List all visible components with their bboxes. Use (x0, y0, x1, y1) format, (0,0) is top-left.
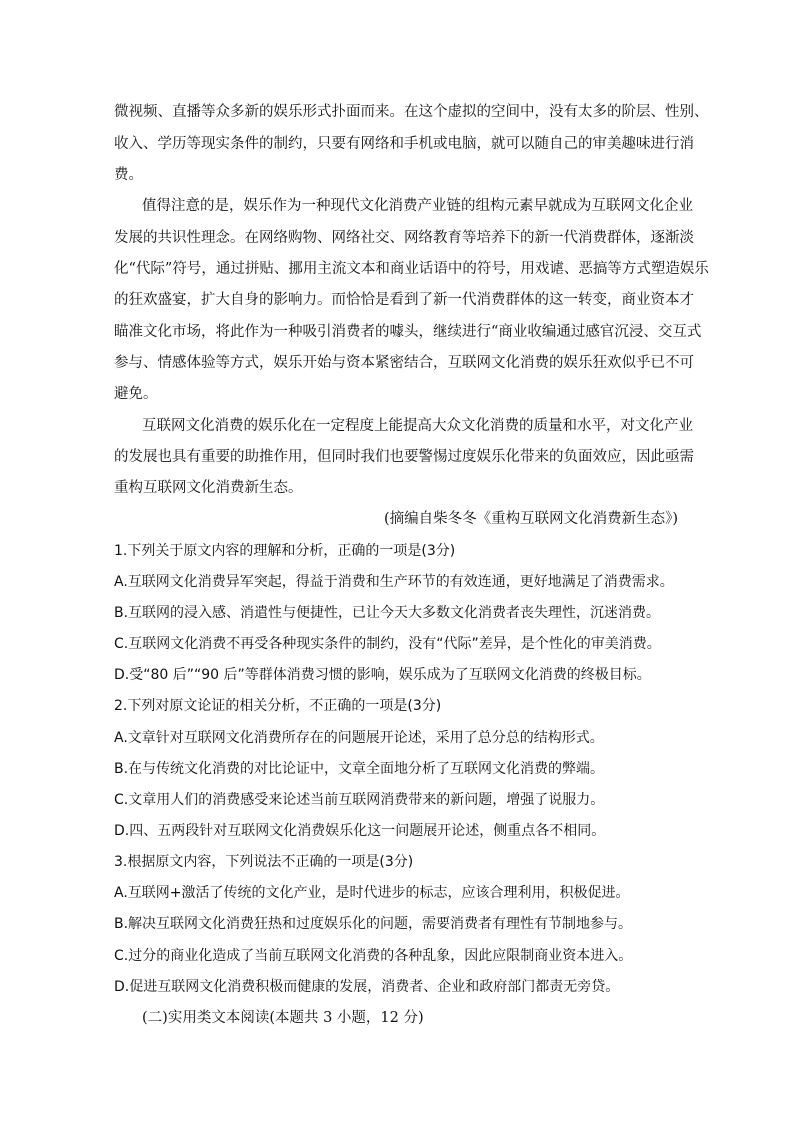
question-stem: 2.下列对原文论证的相关分析，不正确的一项是(3分) (114, 698, 442, 714)
passage-line: 瞄准文化市场，将此作为一种吸引消费者的噱头，继续进行“商业收编通过感官沉浸、交互式 (114, 324, 702, 340)
passage-line: 重构互联网文化消费新生态。 (114, 480, 303, 496)
question-option: D.促进互联网文化消费积极而健康的发展，消费者、企业和政府部门都责无旁贷。 (114, 979, 620, 995)
passage-line: 的狂欢盛宴，扩大自身的影响力。而恰恰是看到了新一代消费群体的这一转变，商业资本才 (114, 292, 694, 308)
passage-line: 化“代际”符号，通过拼贴、挪用主流文本和商业话语中的符号，用戏谑、恶搞等方式塑造娱乐 (114, 261, 709, 277)
passage-line: 的发展也具有重要的助推作用，但同时我们也要警惕过度娱乐化带来的负面效应，因此亟需 (114, 449, 694, 465)
question-option: B.互联网的浸入感、消遣性与便捷性，已让今天大多数文化消费者丧失理性，沉迷消费。 (114, 605, 661, 621)
passage-line: 值得注意的是，娱乐作为一种现代文化消费产业链的组构元素早就成为互联网文化企业 (142, 198, 693, 214)
passage-line: 费。 (114, 167, 143, 183)
question-stem: 3.根据原文内容，下列说法不正确的一项是(3分) (114, 854, 414, 870)
question-stem: 1.下列关于原文内容的理解和分析，正确的一项是(3分) (114, 543, 456, 559)
section-heading: (二)实用类文本阅读(本题共 3 小题，12 分) (142, 1010, 424, 1026)
passage-line: 发展的共识性理念。在网络购物、网络社交、网络教育等培养下的新一代消费群体，逐渐淡 (114, 230, 694, 246)
source-attribution: (摘编自柴冬冬《重构互联网文化消费新生态》) (383, 511, 678, 527)
question-option: C.互联网文化消费不再受各种现实条件的制约，没有“代际”差异，是个性化的审美消费。 (114, 636, 661, 652)
question-option: C.文章用人们的消费感受来论述当前互联网消费带来的新问题，增强了说服力。 (114, 792, 605, 808)
question-option: A.文章针对互联网文化消费所存在的问题展开论述，采用了总分总的结构形式。 (114, 730, 604, 746)
question-option: D.受“80 后”“90 后”等群体消费习惯的影响，娱乐成为了互联网文化消费的终极目标。 (114, 667, 651, 683)
question-option: A.互联网+激活了传统的文化产业，是时代进步的标志，应该合理利用，积极促进。 (114, 885, 630, 901)
question-option: D.四、五两段针对互联网文化消费娱乐化这一问题展开论述，侧重点各不相同。 (114, 823, 606, 839)
passage-line: 收入、学历等现实条件的制约，只要有网络和手机或电脑，就可以随自己的审美趣味进行消 (114, 136, 694, 152)
question-option: A.互联网文化消费异军突起，得益于消费和生产环节的有效连通，更好地满足了消费需求。 (114, 574, 674, 590)
passage-line: 参与、情感体验等方式，娱乐开始与资本紧密结合，互联网文化消费的娱乐狂欢似乎已不可 (114, 355, 694, 371)
passage-line: 互联网文化消费的娱乐化在一定程度上能提高大众文化消费的质量和水平，对文化产业 (142, 418, 693, 434)
question-option: B.解决互联网文化消费狂热和过度娱乐化的问题，需要消费者有理性有节制地参与。 (114, 916, 633, 932)
passage-line: 微视频、直播等众多新的娱乐形式扑面而来。在这个虚拟的空间中，没有太多的阶层、性别、 (114, 104, 709, 120)
question-option: C.过分的商业化造成了当前互联网文化消费的各种乱象，因此应限制商业资本进入。 (114, 948, 633, 964)
question-option: B.在与传统文化消费的对比论证中，文章全面地分析了互联网文化消费的弊端。 (114, 761, 605, 777)
passage-line: 避免。 (114, 386, 158, 402)
